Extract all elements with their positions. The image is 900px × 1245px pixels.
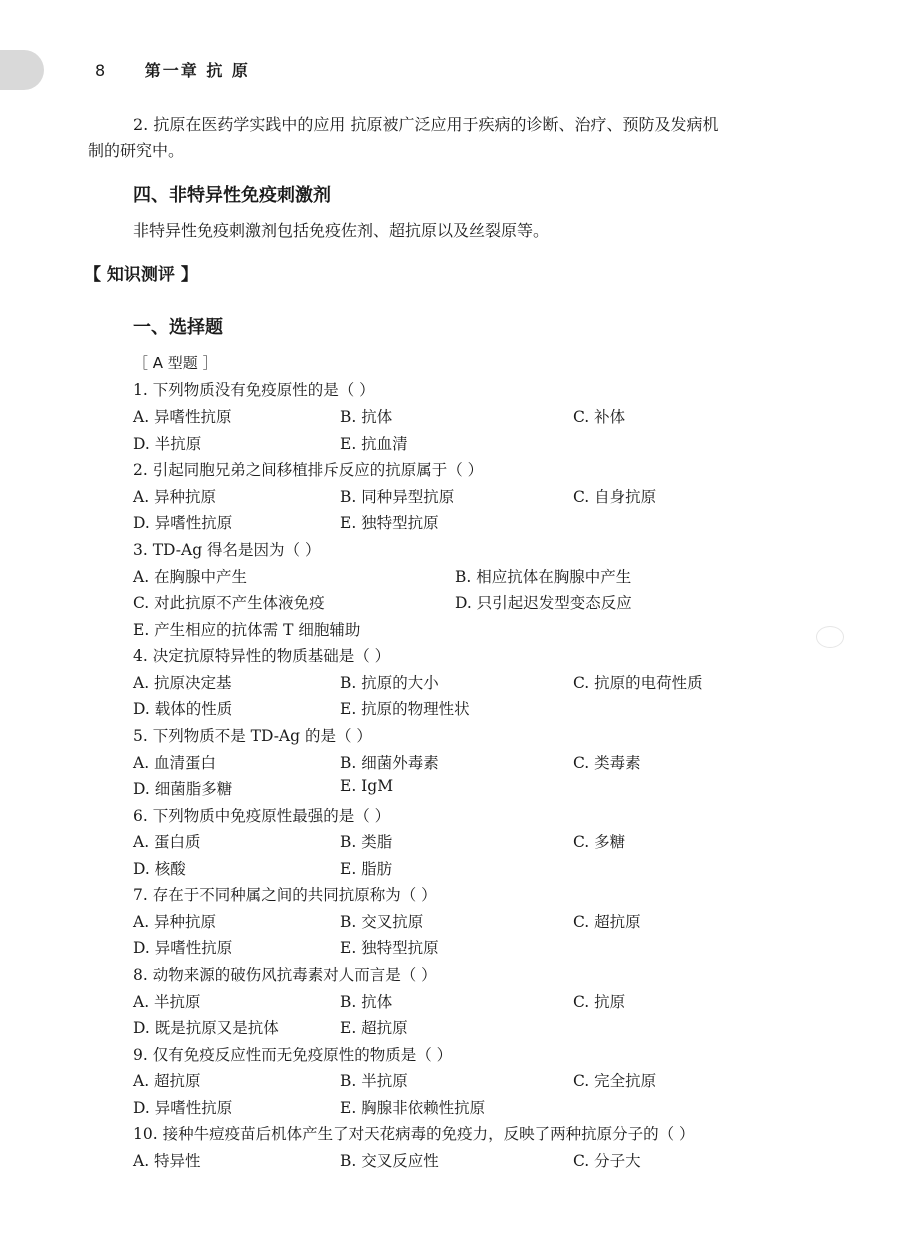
option: E. 独特型抗原 — [340, 514, 439, 532]
option: A. 特异性 — [133, 1152, 201, 1170]
question-stem: 5. 下列物质不是 TD-Ag 的是（ ） — [133, 727, 372, 745]
question-stem: 10. 接种牛痘疫苗后机体产生了对天花病毒的免疫力，反映了两种抗原分子的（ ） — [133, 1125, 695, 1143]
option: A. 在胸腺中产生 — [133, 568, 248, 586]
section-heading: 一、选择题 — [133, 317, 223, 338]
question-stem: 6. 下列物质中免疫原性最强的是（ ） — [133, 807, 391, 825]
option: A. 抗原决定基 — [133, 674, 232, 692]
option: D. 细菌脂多糖 — [133, 780, 233, 798]
question-stem: 1. 下列物质没有免疫原性的是（ ） — [133, 381, 375, 399]
option: C. 自身抗原 — [573, 488, 657, 506]
question-stem: 7. 存在于不同种属之间的共同抗原称为（ ） — [133, 886, 437, 904]
option: B. 交叉抗原 — [340, 913, 424, 931]
question-stem: 4. 决定抗原特异性的物质基础是（ ） — [133, 647, 391, 665]
option: B. 细菌外毒素 — [340, 754, 439, 772]
option: E. 超抗原 — [340, 1019, 408, 1037]
option: C. 多糖 — [573, 833, 626, 851]
faint-stamp-mark — [816, 626, 844, 648]
option: D. 只引起迟发型变态反应 — [455, 594, 632, 612]
option: B. 同种异型抗原 — [340, 488, 455, 506]
question-stem: 3. TD-Ag 得名是因为（ ） — [133, 541, 321, 559]
option: D. 载体的性质 — [133, 700, 233, 718]
option: B. 相应抗体在胸腺中产生 — [455, 568, 632, 586]
option: E. IgM — [340, 777, 394, 795]
option: B. 抗体 — [340, 993, 393, 1011]
option: B. 半抗原 — [340, 1072, 408, 1090]
paragraph-line: 2. 抗原在医药学实践中的应用 抗原被广泛应用于疾病的诊断、治疗、预防及发病机 — [133, 115, 719, 134]
option: C. 抗原的电荷性质 — [573, 674, 703, 692]
running-header — [95, 58, 250, 81]
page-number: 8 — [95, 61, 107, 80]
option: C. 分子大 — [573, 1152, 641, 1170]
option: B. 类脂 — [340, 833, 393, 851]
paragraph-line: 制的研究中。 — [88, 141, 185, 160]
option: E. 胸腺非依赖性抗原 — [340, 1099, 486, 1117]
page-edge-tab — [0, 50, 44, 90]
section-text: 非特异性免疫刺激剂包括免疫佐剂、超抗原以及丝裂原等。 — [133, 221, 550, 240]
question-stem: 8. 动物来源的破伤风抗毒素对人而言是（ ） — [133, 966, 437, 984]
option: C. 超抗原 — [573, 913, 641, 931]
option: A. 异嗜性抗原 — [133, 408, 232, 426]
option: C. 对此抗原不产生体液免疫 — [133, 594, 325, 612]
section-heading: 四、非特异性免疫刺激剂 — [133, 185, 331, 206]
option: A. 异种抗原 — [133, 488, 217, 506]
option: B. 交叉反应性 — [340, 1152, 439, 1170]
question-stem: 2. 引起同胞兄弟之间移植排斥反应的抗原属于（ ） — [133, 461, 484, 479]
chapter-title: 第一章 抗 原 — [144, 61, 250, 80]
option: D. 异嗜性抗原 — [133, 1099, 233, 1117]
option: E. 产生相应的抗体需 T 细胞辅助 — [133, 621, 361, 639]
option: D. 异嗜性抗原 — [133, 939, 233, 957]
option: B. 抗体 — [340, 408, 393, 426]
option: C. 抗原 — [573, 993, 626, 1011]
assessment-label: 【 知识测评 】 — [84, 265, 198, 285]
option: E. 脂肪 — [340, 860, 393, 878]
question-type-label: ［ A 型题 ］ — [133, 354, 218, 372]
option: D. 异嗜性抗原 — [133, 514, 233, 532]
option: A. 血清蛋白 — [133, 754, 217, 772]
question-stem: 9. 仅有免疫反应性而无免疫原性的物质是（ ） — [133, 1046, 453, 1064]
option: E. 抗原的物理性状 — [340, 700, 470, 718]
option: E. 抗血清 — [340, 435, 408, 453]
option: C. 完全抗原 — [573, 1072, 657, 1090]
option: C. 补体 — [573, 408, 626, 426]
option: A. 蛋白质 — [133, 833, 201, 851]
option: B. 抗原的大小 — [340, 674, 439, 692]
option: A. 半抗原 — [133, 993, 201, 1011]
option: A. 超抗原 — [133, 1072, 201, 1090]
option: C. 类毒素 — [573, 754, 641, 772]
option: D. 半抗原 — [133, 435, 202, 453]
option: E. 独特型抗原 — [340, 939, 439, 957]
option: A. 异种抗原 — [133, 913, 217, 931]
option: D. 既是抗原又是抗体 — [133, 1019, 279, 1037]
option: D. 核酸 — [133, 860, 186, 878]
